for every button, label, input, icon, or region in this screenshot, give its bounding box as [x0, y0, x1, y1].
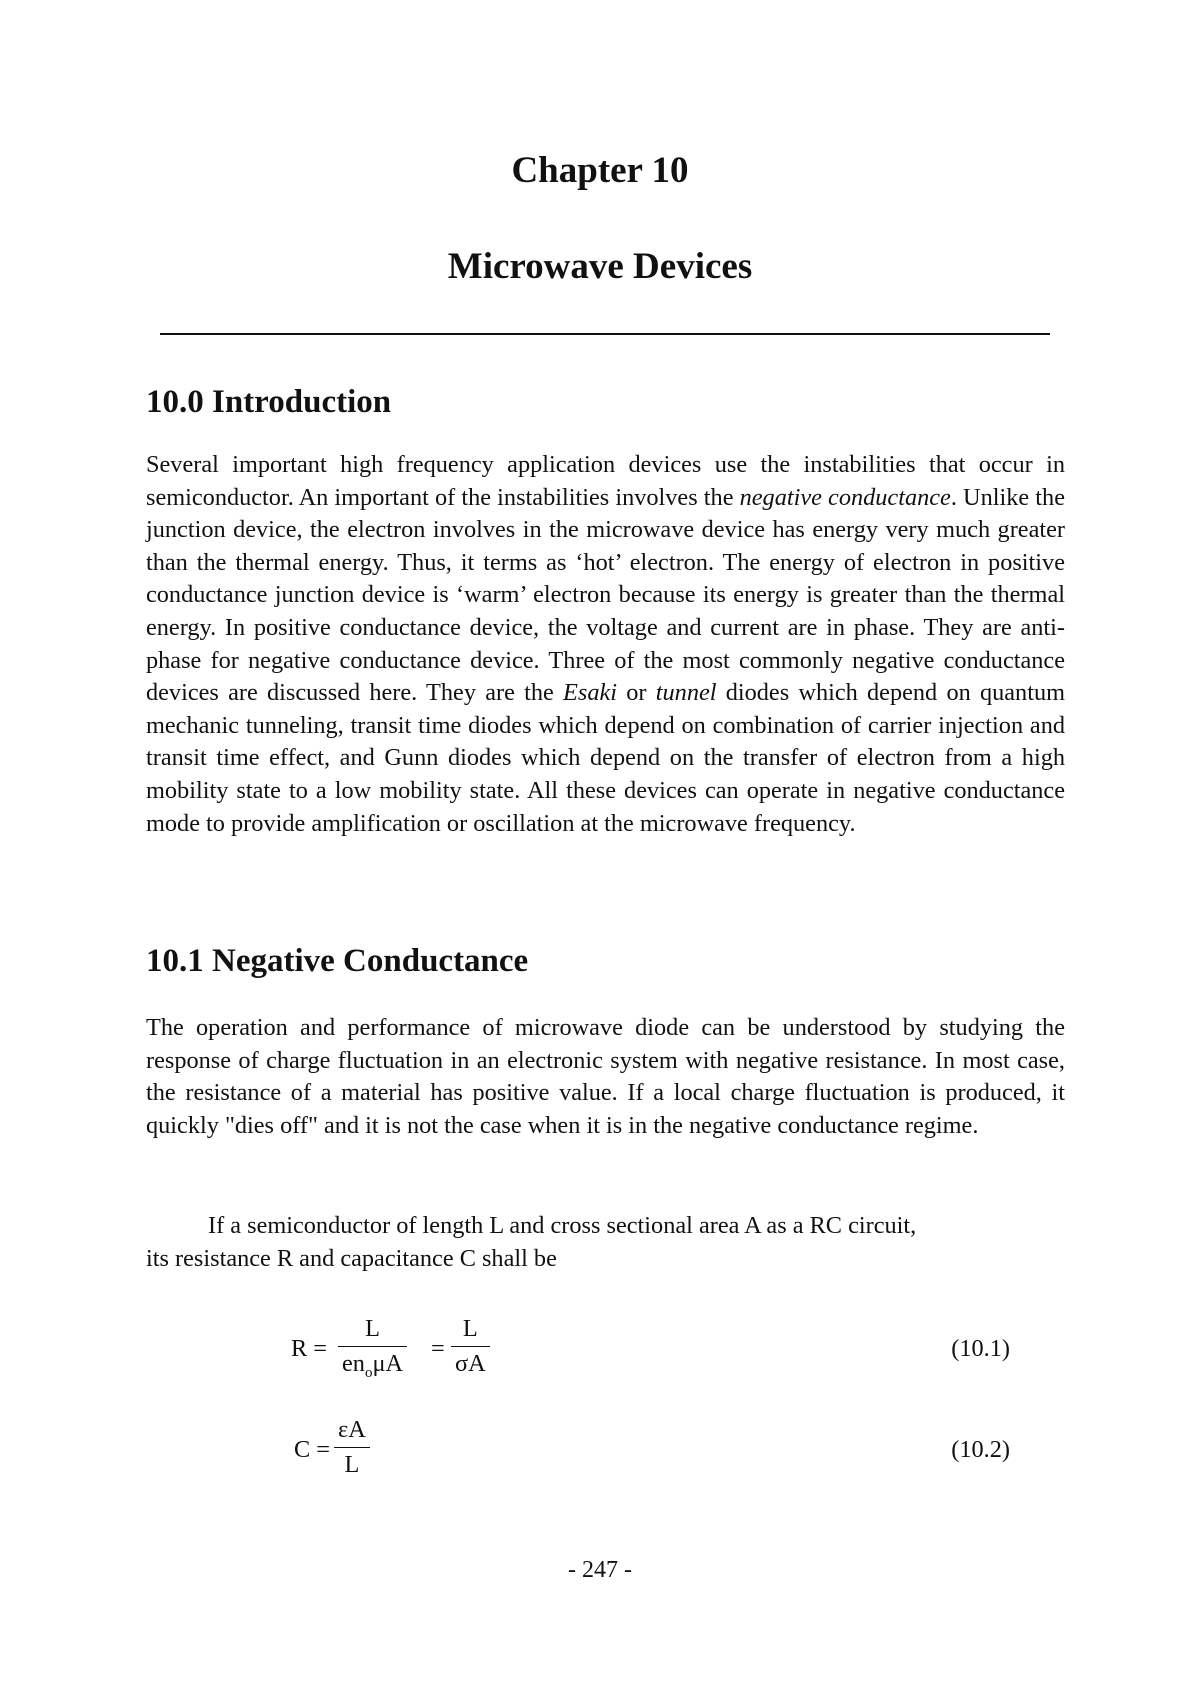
equation-10-1: [146, 1315, 1065, 1385]
equation-lhs: R =: [291, 1335, 327, 1362]
fraction-denominator: [338, 1346, 407, 1382]
chapter-title: Chapter 10: [511, 150, 689, 191]
introduction-paragraph: [146, 449, 1065, 840]
italic-term: tunnel: [655, 679, 717, 707]
section-heading-introduction: 10.0 Introduction: [146, 384, 392, 420]
fraction: [338, 1315, 407, 1382]
rc-circuit-paragraph: [146, 1210, 1065, 1275]
fraction-denominator: L: [334, 1447, 370, 1479]
equation-10-2: [146, 1416, 1065, 1486]
page-number: - 247 -: [568, 1557, 632, 1583]
fraction-denominator: σA: [451, 1346, 490, 1378]
negative-conductance-paragraph: The operation and performance of microwave diode can be understood by studying the response of charge fluctuation in an electronic system with negative resistance. In most case, the resistance of a material has positive value. If a local charge fluctuation is produced, it quickly "dies off" and it is not the case when it is in the negative conductance regime.: [146, 1014, 1065, 1139]
equation-number: (10.2): [951, 1436, 1010, 1463]
text-line: its resistance R and capacitance C shall be: [146, 1244, 557, 1272]
denominator-text: en: [342, 1350, 365, 1377]
chapter-subtitle: Microwave Devices: [447, 246, 753, 287]
fraction-numerator: L: [365, 1315, 380, 1342]
denominator-text: μA: [372, 1350, 404, 1377]
subscript: o: [364, 1364, 373, 1381]
equation-lhs: C =: [294, 1436, 330, 1463]
fraction: [451, 1315, 490, 1378]
text-run: Several important high frequency application devices use the instabilities that occur in semiconductor. An important of the instabilities involves the: [146, 451, 1065, 511]
fraction-numerator: L: [462, 1315, 478, 1342]
text-run: or: [617, 679, 656, 707]
text-run: diodes which depend on quantum mechanic tunneling, transit time diodes which depend on combination of carrier injection and transit time effect, and Gunn diodes which depend on the transfer of electron from a high mobility state to a low mobility state. All these devices can operate in negative conductance mode to provide amplification or oscillation at the microwave frequency.: [146, 679, 1066, 837]
fraction-numerator: εA: [338, 1416, 366, 1443]
text-run: . Unlike the junction device, the electron involves in the microwave device has energy very much greater than the thermal energy. Thus, it terms as ‘hot’ electron. The energy of electron in positive conductance junction device is ‘warm’ electron because its energy is greater than the thermal energy. In positive conductance device, the voltage and current are in phase. They are anti-phase for negative conductance device. Three of the most commonly negative conductance devices are discussed here. They are the: [146, 483, 1065, 707]
equals-sign: =: [431, 1335, 445, 1362]
fraction: [334, 1416, 370, 1479]
italic-term: Esaki: [563, 679, 618, 707]
text-line: If a semiconductor of length L and cross sectional area A as a RC circuit,: [208, 1212, 917, 1239]
title-divider: [160, 333, 1050, 335]
equation-number: (10.1): [951, 1335, 1010, 1362]
section-heading-negative-conductance: 10.1 Negative Conductance: [146, 943, 529, 979]
italic-term: negative conductance: [739, 483, 951, 511]
